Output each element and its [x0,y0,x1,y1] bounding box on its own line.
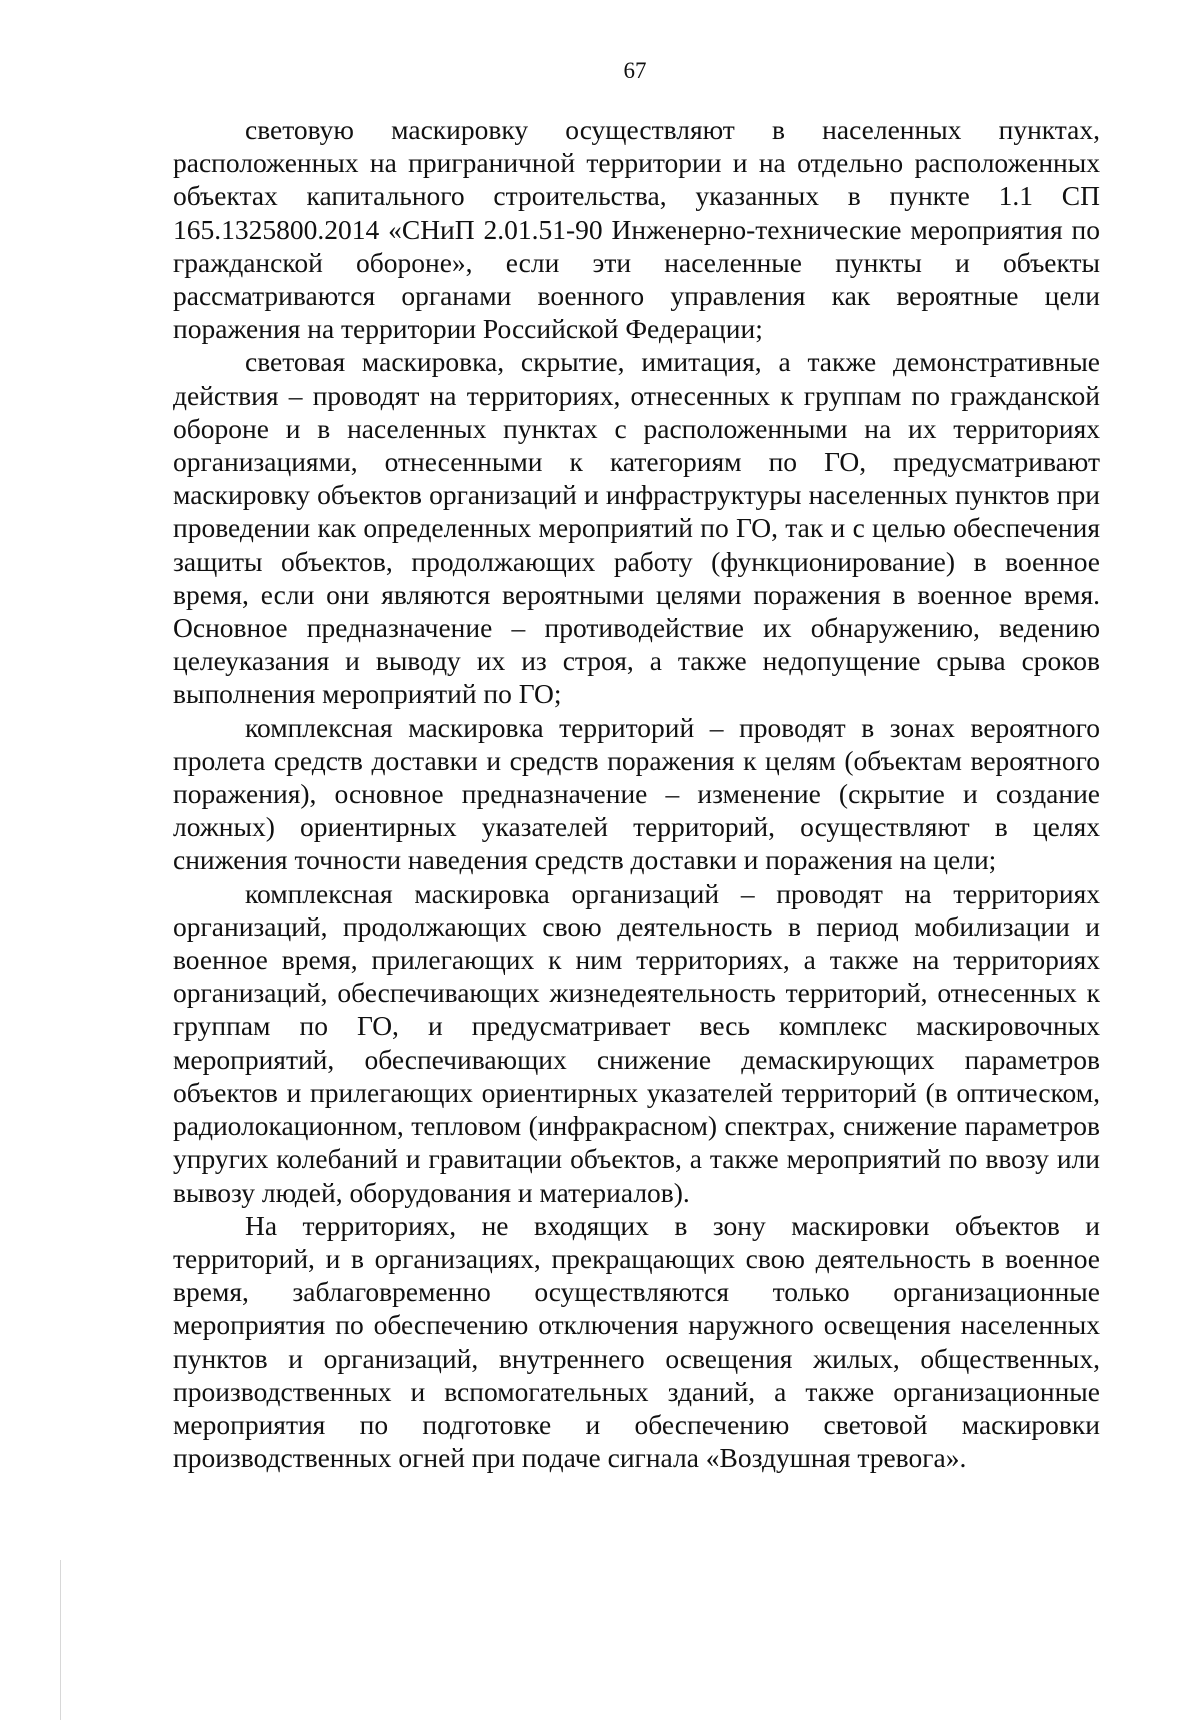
paragraph: На территориях, не входящих в зону маскировки объектов и территорий, и в организациях, прекращающих свою деятельность в военное время, заблаговременно осуществляются только организационные мероприятия по обеспечению отключения наружного освещения населенных пунктов и организаций, внутреннего освещения жилых, общественных, производственных и вспомогательных зданий, а также организационные мероприятия по подготовке и обеспечению световой маскировки производственных огней при подаче сигнала «Воздушная тревога». [173,1209,1100,1474]
paragraph: световая маскировка, скрытие, имитация, а также демонстративные действия – проводят на территориях, отнесенных к группам по гражданской обороне и в населенных пунктах с расположенными на их территориях организациями, отнесенными к категориям по ГО, предусматривают маскировку объектов организаций и инфраструктуры населенных пунктов при проведении как определенных мероприятий по ГО, так и с целью обеспечения защиты объектов, продолжающих работу (функционирование) в военное время, если они являются вероятными целями поражения в военное время. Основное предназначение – противодействие их обнаружению, ведению целеуказания и выводу их из строя, а также недопущение срыва сроков выполнения мероприятий по ГО; [173,346,1100,710]
document-body [173,113,1100,1474]
paragraph: комплексная маскировка территорий – проводят в зонах вероятного пролета средств доставки и средств поражения к целям (объектам вероятного поражения), основное предназначение – изменение (скрытие и создание ложных) ориентирных указателей территорий, осуществляют в целях снижения точности наведения средств доставки и поражения на цели; [173,711,1100,876]
paragraph: световую маскировку осуществляют в населенных пунктах, расположенных на приграничной территории и на отдельно расположенных объектах капитального строительства, указанных в пункте 1.1 СП 165.1325800.2014 «СНиП 2.01.51-90 Инженерно-технические мероприятия по гражданской обороне», если эти населенные пункты и объекты рассматриваются органами военного управления как вероятные цели поражения на территории Российской Федерации; [173,114,1100,345]
scan-edge-line [60,1560,61,1720]
page-number: 67 [623,58,647,83]
paragraph: комплексная маскировка организаций – проводят на территориях организаций, продолжающих свою деятельность в период мобилизации и военное время, прилегающих к ним территориях, а также на территориях организаций, обеспечивающих жизнедеятельность территорий, отнесенных к группам по ГО, и предусматривает весь комплекс маскировочных мероприятий, обеспечивающих снижение демаскирующих параметров объектов и прилегающих ориентирных указателей территорий (в оптическом, радиолокационном, тепловом (инфракрасном) спектрах, снижение параметров упругих колебаний и гравитации объектов, а также мероприятий по ввозу или вывозу людей, оборудования и материалов). [173,877,1100,1208]
